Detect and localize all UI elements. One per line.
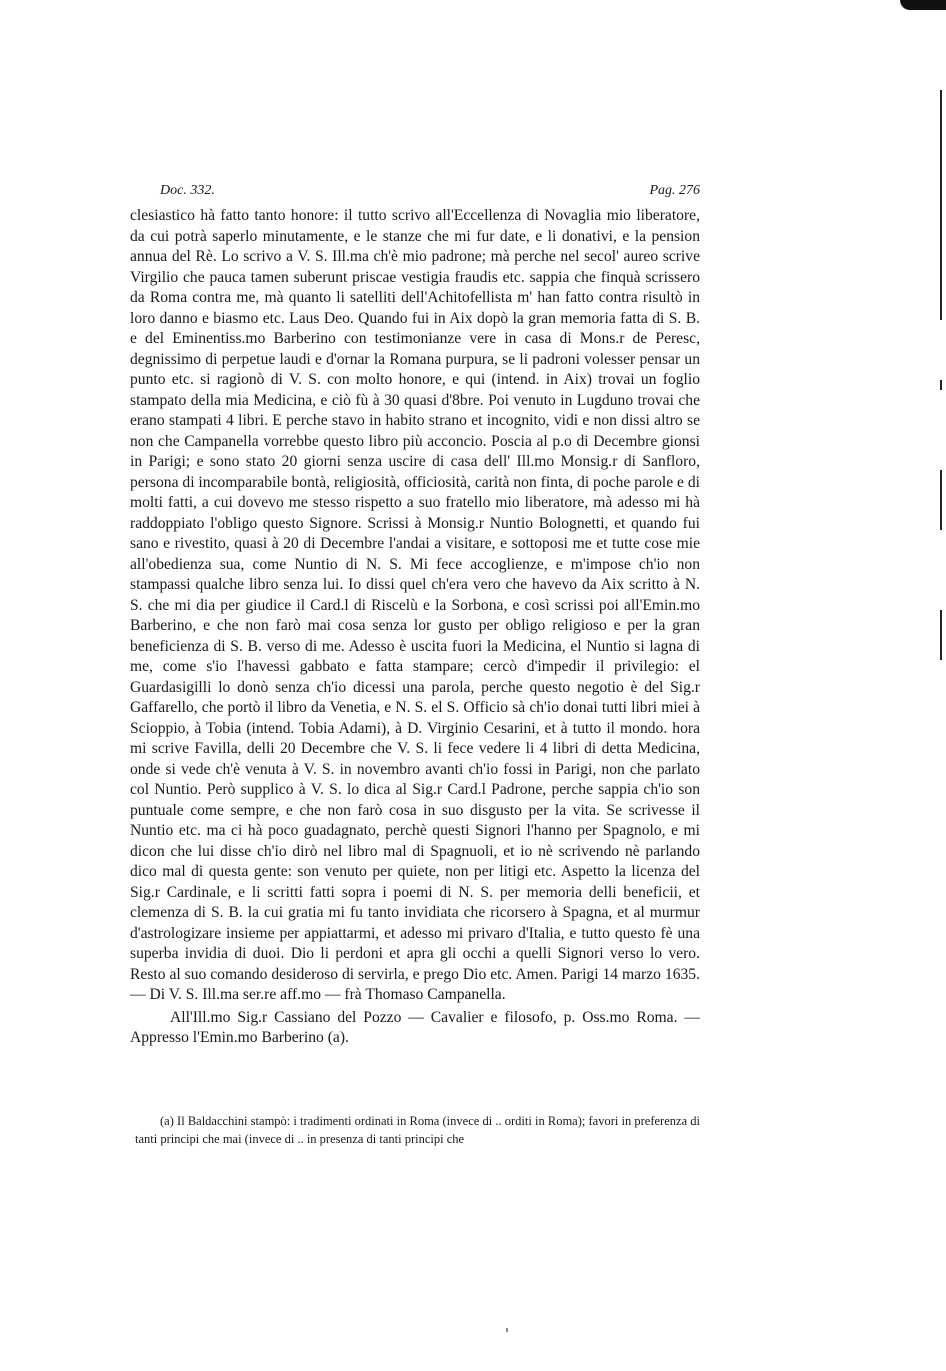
scan-edge-line <box>940 380 942 390</box>
address-line: All'Ill.mo Sig.r Cassiano del Pozzo — Cavalier e filosofo, p. Oss.mo Roma. — Appresso l'Emin.mo Barberino (a). <box>130 1008 700 1046</box>
footnote-text: (a) Il Baldacchini stampò: i tradimenti ordinati in Roma (invece di .. orditi in Roma); favori in preferenza di tanti principi che mai (invece di .. in presenza di tanti principi che <box>135 1114 700 1146</box>
footnote <box>135 1112 700 1148</box>
letter-body <box>130 206 700 1049</box>
scan-edge-line <box>940 610 942 660</box>
page-header <box>160 183 700 199</box>
scan-edge-line <box>940 470 942 530</box>
scan-corner-mark <box>900 0 946 10</box>
page-number: Pag. 276 <box>649 183 700 198</box>
scan-edge-line <box>940 90 942 320</box>
doc-number: Doc. 332. <box>160 183 215 198</box>
scan-speck <box>506 1328 508 1332</box>
main-paragraph: clesiastico hà fatto tanto honore: il tutto scrivo all'Eccellenza di Novaglia mio liberatore, da cui potrà saperlo minutamente, e le stanze che mi fur date, e li donativi, e la pension annua del Rè. Lo scrivo a V. S. Ill.ma ch'è mio padrone; mà perche nel secol' aureo scrive Virgilio che pauca tamen suberunt priscae vestigia fraudis etc. sappia che finquà scrissero da Roma contra me, mà quanto li satelliti dell'Achitofellista m' han fatto contra risultò in loro danno e biasmo etc. Laus Deo. Quando fui in Aix dopò la gran memoria fatta di S. B. e del Eminentiss.mo Barberino con testimonianze vere in casa di Mons.r de Peresc, degnissimo di perpetue laudi e d'ornar la Romana purpura, se li padroni volesser pensar un punto etc. si ragionò di V. S. con molto honore, e qui (intend. in Aix) trovai un foglio stampato della mia Medicina, e ciò fù à 30 quasi d'8bre. Poi venuto in Lugduno trovai che erano stampati 4 libri. E perche stavo in habito strano et incognito, vidi e non dissi altro se non che Campanella vorrebbe questo libro più acconcio. Poscia al p.o di Decembre gionsi in Parigi; e sono stato 20 giorni senza uscire di casa dell' Ill.mo Monsig.r di Sanfloro, persona di incomparabile bontà, religiosità, officiosità, carità non finta, di poche parole e di molti fatti, a cui dovevo me stesso rispetto a suo fratello mio liberatore, mà adesso mi hà raddoppiato l'obligo questo Signore. Scrissi à Monsig.r Nuntio Bolognetti, et quando fui sano e rivestito, quasi à 20 di Decembre l'andai a visitare, e sottoposi me et tutte cose mie all'obedienza sua, come Nuntio di N. S. Mi fece accoglienze, e m'impose ch'io non stampassi qualche libro senza lui. Io dissi quel ch'era vero che havevo da Aix scritto à N. S. che mi dia per giudice il Card.l di Riscelù e la Sorbona, e così scrissi poi all'Emin.mo Barberino, e che non farò mai cosa senza lor gusto per obligo religioso e per la gran beneficienza di S. B. verso di me. Adesso è uscita fuori la Medicina, el Nuntio si lagna di me, come s'io l'havessi gabbato e fatta stampare; cercò d'impedir il privilegio: el Guardasigilli lo donò senza ch'io dicessi una parola, perche questo negotio è del Sig.r Gaffarello, che portò il libro da Venetia, e N. S. el S. Officio sà ch'io donai tutti libri miei à Scioppio, à Tobia (intend. Tobia Adami), à D. Virginio Cesarini, et à tutto il mondo. hora mi scrive Favilla, delli 20 Decembre che V. S. li fece vedere li 4 libri di detta Medicina, onde si vede ch'è venuta à V. S. in novembro avanti ch'io fossi in Parigi, non che parlato col Nuntio. Però supplico à V. S. lo dica al Sig.r Card.l Padrone, perche sappia ch'io son puntuale come sempre, e che non farò cosa in suo disgusto per la vita. Se scrivesse il Nuntio etc. ma ci hà poco guadagnato, perchè questi Signori l'hanno per Spagnolo, e mi dicon che lui disse ch'io dirò nel libro mal di Spagnuoli, et io nè scrivendo nè parlando dico mal di questa gente: son venuto per quiete, non per litigi etc. Aspetto la licenza del Sig.r Cardinale, e li scritti fatti sopra i poemi di N. S. per memoria delli beneficii, et clemenza di S. B. la cui gratia mi fu tanto invidiata che ricorsero à Spagna, et al murmur d'astrologizare insieme per appiattarmi, et adesso mi privaro d'Italia, e tutto questo fè una superba invidia di duoi. Dio li perdoni et apra gli occhi a quelli Signori verso lo vero. Resto al suo comando desideroso di servirla, e prego Dio etc. Amen. Parigi 14 marzo 1635. — Di V. S. Ill.ma ser.re aff.mo — frà Thomaso Campanella. <box>130 207 700 1003</box>
